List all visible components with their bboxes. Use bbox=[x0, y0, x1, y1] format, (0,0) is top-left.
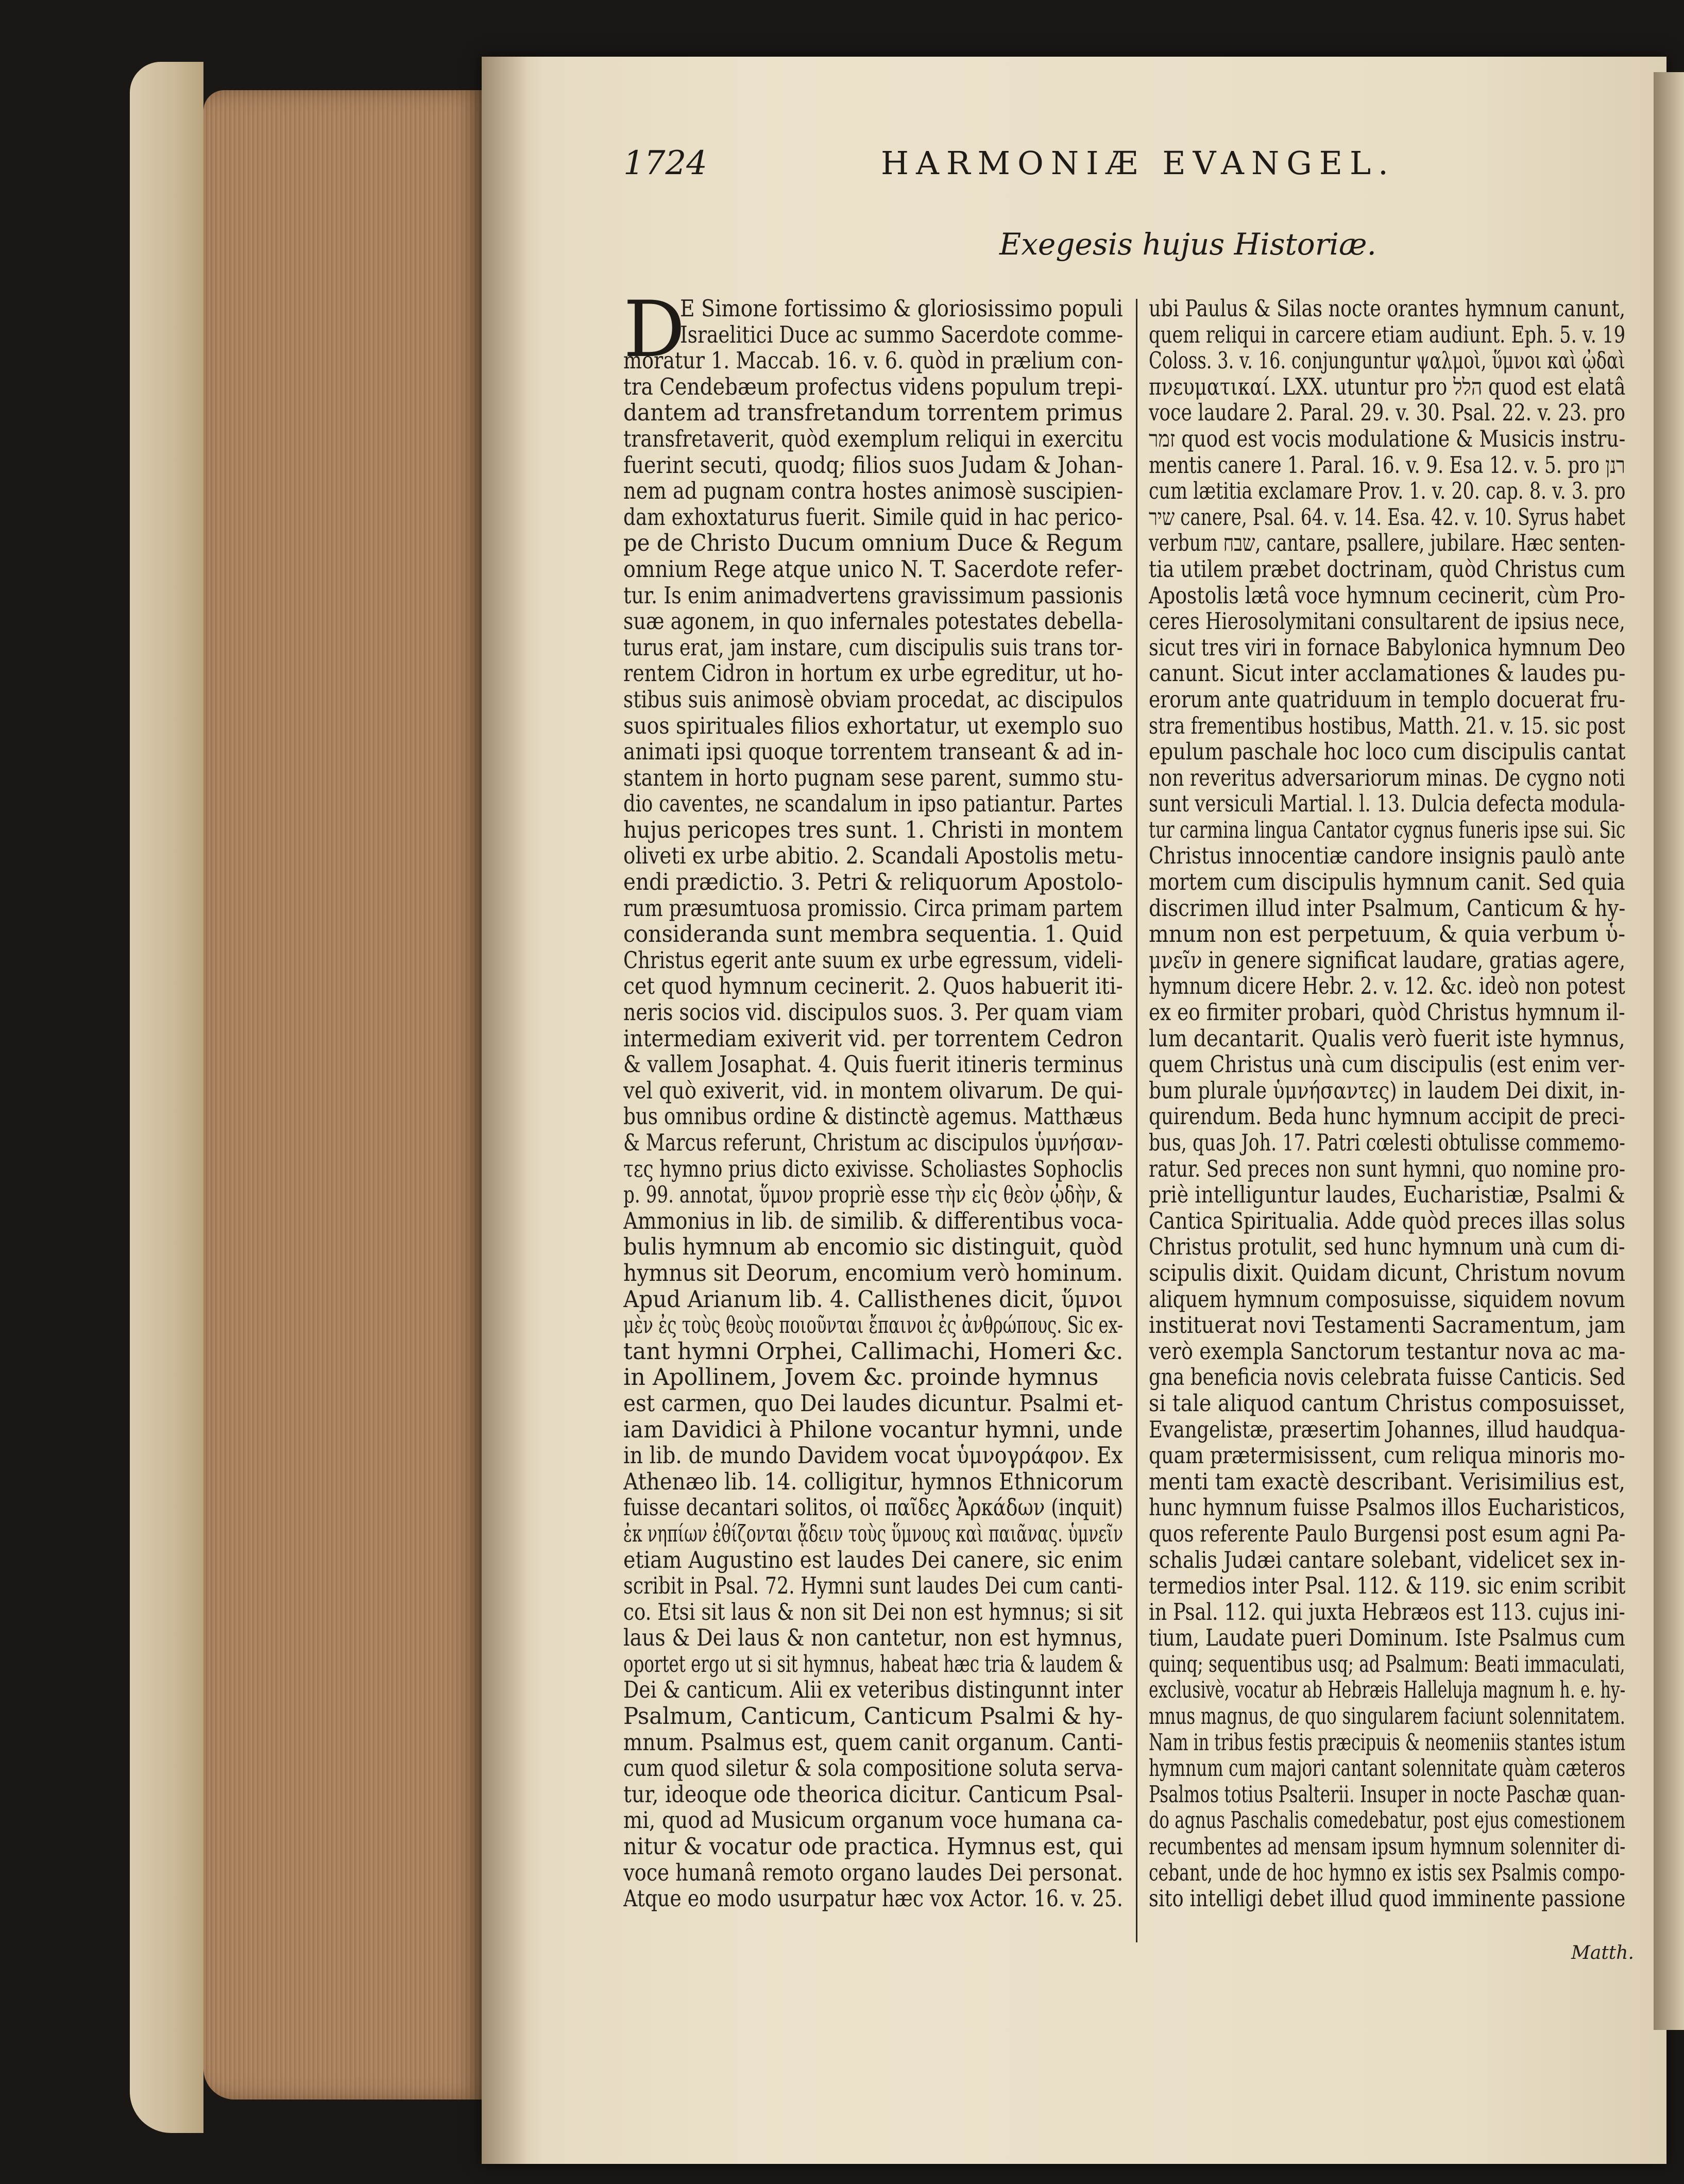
text-line: Nam in tribus festis præcipuis & neomeniis stantes istum bbox=[1149, 1730, 1625, 1756]
text-line: ubi Paulus & Silas nocte orantes hymnum canunt, bbox=[1149, 296, 1625, 322]
text-line: neris socios vid. discipulos suos. 3. Per quam viam bbox=[623, 1000, 1123, 1026]
text-line: intermediam exiverit vid. per torrentem Cedron bbox=[623, 1026, 1123, 1052]
text-line: nitur & vocatur ode practica. Hymnus est, qui bbox=[623, 1834, 1123, 1860]
text-line: in lib. de mundo Davidem vocat ὑμνογράφον. Ex bbox=[623, 1443, 1123, 1469]
text-line: in Psal. 112. qui juxta Hebræos est 113. cujus ini- bbox=[1149, 1599, 1625, 1626]
text-line: sicut tres viri in fornace Babylonica hymnum Deo bbox=[1149, 635, 1625, 661]
text-line: termedios inter Psal. 112. & 119. sic enim scribit bbox=[1149, 1573, 1625, 1600]
column-divider bbox=[1136, 299, 1137, 1942]
text-line: tra Cendebæum profectus videns populum trepi- bbox=[623, 374, 1123, 400]
text-line: mnum non est perpetuum, & quia verbum ὑ- bbox=[1149, 922, 1625, 948]
text-line: tant hymni Orphei, Callimachi, Homeri &c. bbox=[623, 1339, 1123, 1365]
text-line: quam prætermisissent, cum reliqua minoris mo- bbox=[1149, 1443, 1625, 1469]
text-line: animati ipsi quoque torrentem transeant & ad in- bbox=[623, 739, 1123, 766]
text-line: turus erat, jam instare, cum discipulis suis trans tor- bbox=[623, 635, 1123, 661]
text-line: moratur 1. Maccab. 16. v. 6. quòd in prælium con- bbox=[623, 348, 1123, 375]
text-line: quinq; sequentibus usq; ad Psalmum: Beati immaculati, bbox=[1149, 1651, 1625, 1678]
text-line: gna beneficia novis celebrata fuisse Canticis. Sed bbox=[1149, 1365, 1625, 1391]
text-line: hymnum dicere Hebr. 2. v. 12. &c. ideò non potest bbox=[1149, 974, 1625, 1000]
text-line: oportet ergo ut si sit hymnus, habeat hæc tria & laudem & bbox=[623, 1651, 1123, 1678]
text-line: quirendum. Beda hunc hymnum accipit de preci- bbox=[1149, 1104, 1625, 1130]
text-line: bum plurale ὑμνήσαντες) in laudem Dei dixit, in- bbox=[1149, 1078, 1625, 1104]
text-line: omnium Rege atque unico N. T. Sacerdote refer- bbox=[623, 556, 1123, 583]
text-line: dio caventes, ne scandalum in ipso patiantur. Partes bbox=[623, 791, 1123, 818]
running-title: HARMONIÆ EVANGEL. bbox=[881, 144, 1396, 182]
text-line: oliveti ex urbe abitio. 2. Scandali Apostolis metu- bbox=[623, 843, 1123, 870]
text-line: mortem cum discipulis hymnum canit. Sed quia bbox=[1149, 870, 1625, 896]
text-line: ex eo firmiter probari, quòd Christus hymnum il- bbox=[1149, 1000, 1625, 1026]
text-line: quos referente Paulo Burgensi post esum agni Pa- bbox=[1149, 1521, 1625, 1547]
text-line: Israelitici Duce ac summo Sacerdote comme- bbox=[680, 322, 1123, 348]
text-line: scipulis dixit. Quidam dicunt, Christum novum bbox=[1149, 1260, 1625, 1286]
text-line: stra frementibus hostibus, Matth. 21. v. 15. sic post bbox=[1149, 713, 1625, 739]
text-line: voce laudare 2. Paral. 29. v. 30. Psal. 22. v. 23. pro bbox=[1149, 400, 1625, 427]
text-line: שיר canere, Psal. 64. v. 14. Esa. 42. v. 10. Syrus habet bbox=[1149, 504, 1625, 531]
text-line: mnum. Psalmus est, quem canit organum. Canti- bbox=[623, 1730, 1123, 1756]
text-line: tia utilem præbet doctrinam, quòd Christus cum bbox=[1149, 556, 1625, 583]
text-line: τες hymno prius dicto exivisse. Scholiastes Sophoclis bbox=[623, 1156, 1123, 1182]
text-line: πνευματικαί. LXX. utuntur pro הלל quod est elatâ bbox=[1149, 374, 1625, 400]
text-line: dantem ad transfretandum torrentem primus bbox=[623, 400, 1123, 427]
right-column bbox=[1149, 296, 1625, 1912]
text-line: suos spirituales filios exhortatur, ut exemplo suo bbox=[623, 713, 1123, 739]
text-line: mentis canere 1. Paral. 16. v. 9. Esa 12. v. 5. pro רנן bbox=[1149, 452, 1625, 479]
text-line: priè intelliguntur laudes, Eucharistiæ, Psalmi & bbox=[1149, 1182, 1625, 1209]
text-line: cet quod hymnum cecinerit. 2. Quos habuerit iti- bbox=[623, 974, 1123, 1000]
text-line: quem Christus unà cum discipulis (est enim ver- bbox=[1149, 1052, 1625, 1078]
text-line: verò exempla Sanctorum testantur nova ac ma- bbox=[1149, 1339, 1625, 1365]
text-line: ratur. Sed preces non sunt hymni, quo nomine pro- bbox=[1149, 1156, 1625, 1182]
text-line: p. 99. annotat, ὕμνον propriè esse τὴν εἰς θεὸν ᾠδὴν, & bbox=[623, 1182, 1123, 1209]
text-line: μνεῖν in genere significat laudare, gratias agere, bbox=[1149, 947, 1625, 974]
text-line: Cantica Spiritualia. Adde quòd preces illas solus bbox=[1149, 1208, 1625, 1234]
text-line: non reveritus adversariorum minas. De cygno noti bbox=[1149, 765, 1625, 791]
text-line: Psalmos totius Psalterii. Insuper in nocte Paschæ quan- bbox=[1149, 1782, 1625, 1808]
text-line: mnus magnus, de quo singularem faciunt solennitatem. bbox=[1149, 1704, 1625, 1730]
text-line: hymnum cum majori cantant solennitate quàm cæteros bbox=[1149, 1756, 1625, 1782]
text-line: suæ agonem, in quo infernales potestates debella- bbox=[623, 609, 1123, 635]
text-line: cebant, unde de hoc hymno ex istis sex Psalmis compo- bbox=[1149, 1860, 1625, 1886]
text-line: tium, Laudate pueri Dominum. Iste Psalmus cum bbox=[1149, 1626, 1625, 1652]
text-line: transfretaverit, quòd exemplum reliqui in exercitu bbox=[623, 426, 1123, 452]
text-line: fuisse decantari solitos, οἱ παῖδες Ἀρκάδων (inquit) bbox=[623, 1495, 1123, 1521]
text-line: endi prædictio. 3. Petri & reliquorum Apostolo- bbox=[623, 870, 1123, 896]
text-line: bus omnibus ordine & distinctè agemus. Matthæus bbox=[623, 1104, 1123, 1130]
text-line: Dei & canticum. Alii ex veteribus distingunnt inter bbox=[623, 1678, 1123, 1704]
catchword: Matth. bbox=[1571, 1942, 1634, 1963]
text-line: Ammonius in lib. de similib. & differentibus voca- bbox=[623, 1208, 1123, 1234]
text-line: consideranda sunt membra sequentia. 1. Quid bbox=[623, 922, 1123, 948]
text-line: tur carmina lingua Cantator cygnus funeris ipse sui. Sic bbox=[1149, 817, 1625, 843]
text-line: exclusivè, vocatur ab Hebræis Halleluja magnum h. e. hy- bbox=[1149, 1678, 1625, 1704]
text-line: quem reliqui in carcere etiam audiunt. Eph. 5. v. 19 bbox=[1149, 322, 1625, 348]
text-line: recumbentes ad mensam ipsum hymnum solenniter di- bbox=[1149, 1834, 1625, 1860]
text-line: hymnus sit Deorum, encomium verò hominum. bbox=[623, 1260, 1123, 1286]
text-line: do agnus Paschalis comedebatur, post ejus comestionem bbox=[1149, 1808, 1625, 1834]
text-line: Evangelistæ, præsertim Johannes, illud haudqua- bbox=[1149, 1417, 1625, 1443]
text-line: cum quod siletur & sola compositione soluta serva- bbox=[623, 1756, 1123, 1782]
text-line: epulum paschale hoc loco cum discipulis cantat bbox=[1149, 739, 1625, 766]
page-number: 1724 bbox=[623, 144, 707, 182]
text-line: μὲν ἐς τοὺς θεοὺς ποιοῦνται ἔπαινοι ἐς ἀνθρώπους. Sic ex- bbox=[623, 1313, 1123, 1339]
text-line: vel quò exiverit, vid. in montem olivarum. De qui- bbox=[623, 1078, 1123, 1104]
text-line: stibus suis animosè obviam procedat, ac discipulos bbox=[623, 687, 1123, 713]
text-line: rum præsumtuosa promissio. Circa primam partem bbox=[623, 895, 1123, 922]
text-line: & vallem Josaphat. 4. Quis fuerit itineris terminus bbox=[623, 1052, 1123, 1078]
left-column bbox=[623, 296, 1123, 1912]
text-line: Christus innocentiæ candore insignis paulò ante bbox=[1149, 843, 1625, 870]
gutter-shadow bbox=[482, 57, 528, 2164]
text-line: discrimen illud inter Psalmum, Canticum & hy- bbox=[1149, 895, 1625, 922]
text-line: verbum שבח, cantare, psallere, jubilare. Hæc senten- bbox=[1149, 531, 1625, 557]
text-line: menti tam exactè describant. Verisimilius est, bbox=[1149, 1469, 1625, 1495]
text-line: bus, quas Joh. 17. Patri cœlesti obtulisse commemo- bbox=[1149, 1130, 1625, 1156]
drop-cap: D bbox=[623, 285, 686, 375]
text-line: lum decantarit. Qualis verò fuerit iste hymnus, bbox=[1149, 1026, 1625, 1052]
text-line: Coloss. 3. v. 16. conjunguntur ψαλμοὶ, ὕμνοι καὶ ᾠδαὶ bbox=[1149, 348, 1625, 375]
text-line: instituerat novi Testamenti Sacramentum, jam bbox=[1149, 1313, 1625, 1339]
text-line: Apud Arianum lib. 4. Callisthenes dicit, ὕμνοι bbox=[623, 1286, 1123, 1313]
text-line: Christus protulit, sed hunc hymnum unà cum di- bbox=[1149, 1234, 1625, 1261]
text-line: etiam Augustino est laudes Dei canere, sic enim bbox=[623, 1547, 1123, 1573]
text-line: laus & Dei laus & non cantetur, non est hymnus, bbox=[623, 1626, 1123, 1652]
text-line: Apostolis lætâ voce hymnum cecinerit, cùm Pro- bbox=[1149, 583, 1625, 609]
text-line: si tale aliquod cantum Christus composuisset, bbox=[1149, 1391, 1625, 1417]
text-line: tur, ideoque ode theorica dicitur. Canticum Psal- bbox=[623, 1782, 1123, 1808]
text-line: nem ad pugnam contra hostes animosè suscipien- bbox=[623, 479, 1123, 505]
text-line: E Simone fortissimo & gloriosissimo populi bbox=[680, 296, 1123, 322]
page-edges bbox=[203, 90, 482, 2100]
text-line: cum lætitia exclamare Prov. 1. v. 20. cap. 8. v. 3. pro bbox=[1149, 479, 1625, 505]
text-line: Christus egerit ante suum ex urbe egressum, videli- bbox=[623, 947, 1123, 974]
text-line: voce humanâ remoto organo laudes Dei personat. bbox=[623, 1860, 1123, 1886]
text-line: pe de Christo Ducum omnium Duce & Regum bbox=[623, 531, 1123, 557]
text-line: in Apollinem, Jovem &c. proinde hymnus bbox=[623, 1365, 1099, 1391]
text-line: fuerint secuti, quodq; filios suos Judam & Johan- bbox=[623, 452, 1123, 479]
text-line: canunt. Sicut inter acclamationes & laudes pu- bbox=[1149, 661, 1625, 687]
text-line: est carmen, quo Dei laudes dicuntur. Psalmi et- bbox=[623, 1391, 1123, 1417]
text-line: hujus pericopes tres sunt. 1. Christi in montem bbox=[623, 817, 1123, 843]
text-line: rentem Cidron in hortum ex urbe egreditur, ut ho- bbox=[623, 661, 1123, 687]
facing-page-edge bbox=[1654, 72, 1684, 2030]
text-line: זמר quod est vocis modulatione & Musicis instru- bbox=[1149, 426, 1625, 452]
text-line: & Marcus referunt, Christum ac discipulos ὑμνήσαν- bbox=[623, 1130, 1123, 1156]
text-line: schalis Judæi cantare solebant, videlicet sex in- bbox=[1149, 1547, 1625, 1573]
text-line: erorum ante quatriduum in templo docuerat fru- bbox=[1149, 687, 1625, 713]
text-line: iam Davidici à Philone vocantur hymni, unde bbox=[623, 1417, 1123, 1443]
text-line: dam exhoxtaturus fuerit. Simile quid in hac perico- bbox=[623, 504, 1123, 531]
text-line: stantem in horto pugnam sese parent, summo stu- bbox=[623, 765, 1123, 791]
text-line: scribit in Psal. 72. Hymni sunt laudes Dei cum canti- bbox=[623, 1573, 1123, 1600]
text-line: sunt versiculi Martial. l. 13. Dulcia defecta modula- bbox=[1149, 791, 1625, 818]
text-line: hunc hymnum fuisse Psalmos illos Eucharisticos, bbox=[1149, 1495, 1625, 1521]
section-title: Exegesis hujus Historiæ. bbox=[999, 227, 1376, 262]
text-line: tur. Is enim animadvertens gravissimum passionis bbox=[623, 583, 1123, 609]
text-line: sito intelligi debet illud quod imminente passione bbox=[1149, 1886, 1625, 1912]
text-line: Atque eo modo usurpatur hæc vox Actor. 16. v. 25. bbox=[623, 1886, 1123, 1912]
text-line: ἐκ νηπίων ἐθίζονται ᾄδειν τοὺς ὕμνους καὶ παιᾶνας. ὑμνεῖν bbox=[623, 1521, 1123, 1547]
text-line: bulis hymnum ab encomio sic distinguit, quòd bbox=[623, 1234, 1123, 1261]
text-line: ceres Hierosolymitani consultarent de ipsius nece, bbox=[1149, 609, 1625, 635]
text-line: Athenæo lib. 14. colligitur, hymnos Ethnicorum bbox=[623, 1469, 1123, 1495]
text-line: mi, quod ad Musicum organum voce humana ca- bbox=[623, 1808, 1123, 1834]
text-line: co. Etsi sit laus & non sit Dei non est hymnus; si sit bbox=[623, 1599, 1123, 1626]
text-line: aliquem hymnum composuisse, siquidem novum bbox=[1149, 1286, 1625, 1313]
text-line: Psalmum, Canticum, Canticum Psalmi & hy- bbox=[623, 1704, 1123, 1730]
book-spine bbox=[130, 62, 203, 2133]
